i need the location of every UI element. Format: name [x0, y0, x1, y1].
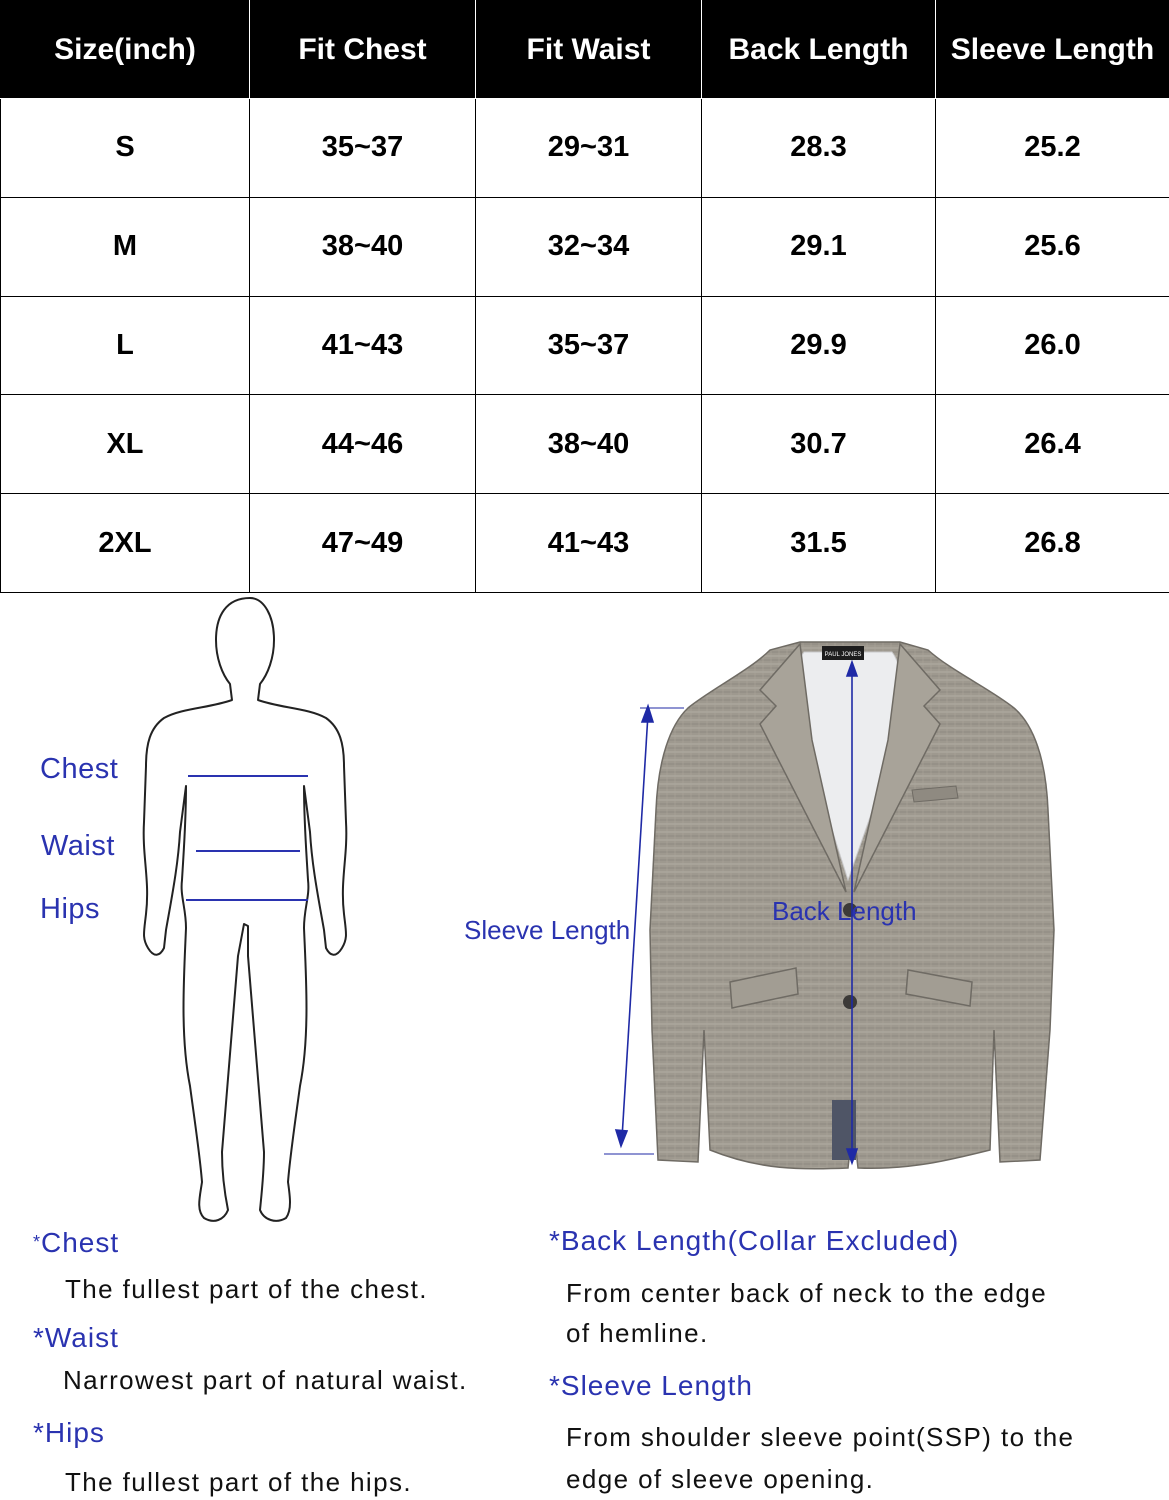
cell-chest: 35~37	[250, 99, 476, 198]
cell-waist: 41~43	[476, 494, 702, 593]
chest-definition-title: *Chest	[33, 1227, 120, 1258]
cell-back-length: 31.5	[702, 494, 936, 593]
cell-chest: 41~43	[250, 296, 476, 395]
cell-chest: 44~46	[250, 395, 476, 494]
sleeve-length-definition-line1: From shoulder sleeve point(SSP) to the	[566, 1422, 1075, 1452]
header-back-length: Back Length	[702, 1, 936, 99]
asterisk-icon: *	[33, 1232, 42, 1252]
cell-chest: 47~49	[250, 494, 476, 593]
cell-sleeve-length: 26.4	[936, 395, 1169, 494]
cell-size: XL	[1, 395, 250, 494]
back-length-definition-title: *Back Length(Collar Excluded)	[549, 1225, 960, 1256]
cell-sleeve-length: 26.0	[936, 296, 1169, 395]
back-length-definition-line2: of hemline.	[566, 1318, 709, 1348]
table-row	[1, 296, 1169, 395]
sleeve-length-definition-line2: edge of sleeve opening.	[566, 1464, 875, 1494]
hips-definition-text: The fullest part of the hips.	[65, 1467, 412, 1497]
waist-definition-text: Narrowest part of natural waist.	[63, 1365, 468, 1395]
cell-waist: 29~31	[476, 99, 702, 198]
cell-size: M	[1, 197, 250, 296]
hips-label: Hips	[40, 893, 101, 925]
cell-back-length: 29.9	[702, 296, 936, 395]
cell-waist: 35~37	[476, 296, 702, 395]
cell-sleeve-length: 25.2	[936, 99, 1169, 198]
body-outline-diagram	[120, 596, 380, 1228]
size-chart-table	[0, 0, 1169, 593]
cell-back-length: 28.3	[702, 99, 936, 198]
header-size: Size(inch)	[1, 1, 250, 99]
cell-back-length: 29.1	[702, 197, 936, 296]
header-fit-waist: Fit Waist	[476, 1, 702, 99]
table-header-row	[1, 1, 1169, 99]
hips-definition-title: *Hips	[33, 1417, 105, 1448]
brand-tag: PAUL JONES	[824, 652, 862, 658]
back-length-label: Back Length	[772, 896, 917, 926]
chest-definition-text: The fullest part of the chest.	[65, 1274, 428, 1304]
cell-waist: 38~40	[476, 395, 702, 494]
waist-definition-title: *Waist	[33, 1322, 119, 1353]
sleeve-length-definition-title: *Sleeve Length	[549, 1370, 753, 1401]
cell-size: S	[1, 99, 250, 198]
table-row	[1, 99, 1169, 198]
table-row	[1, 197, 1169, 296]
chest-label: Chest	[40, 753, 119, 785]
body-outline-icon	[144, 598, 347, 1221]
cell-sleeve-length: 25.6	[936, 197, 1169, 296]
header-fit-chest: Fit Chest	[250, 1, 476, 99]
header-sleeve-length: Sleeve Length	[936, 1, 1169, 99]
cell-chest: 38~40	[250, 197, 476, 296]
cell-waist: 32~34	[476, 197, 702, 296]
cell-back-length: 30.7	[702, 395, 936, 494]
table-row	[1, 494, 1169, 593]
cell-sleeve-length: 26.8	[936, 494, 1169, 593]
cell-size: L	[1, 296, 250, 395]
back-length-definition-line1: From center back of neck to the edge	[566, 1278, 1048, 1308]
waist-label: Waist	[41, 830, 115, 862]
table-row	[1, 395, 1169, 494]
cell-size: 2XL	[1, 494, 250, 593]
sleeve-length-label: Sleeve Length	[464, 915, 631, 945]
